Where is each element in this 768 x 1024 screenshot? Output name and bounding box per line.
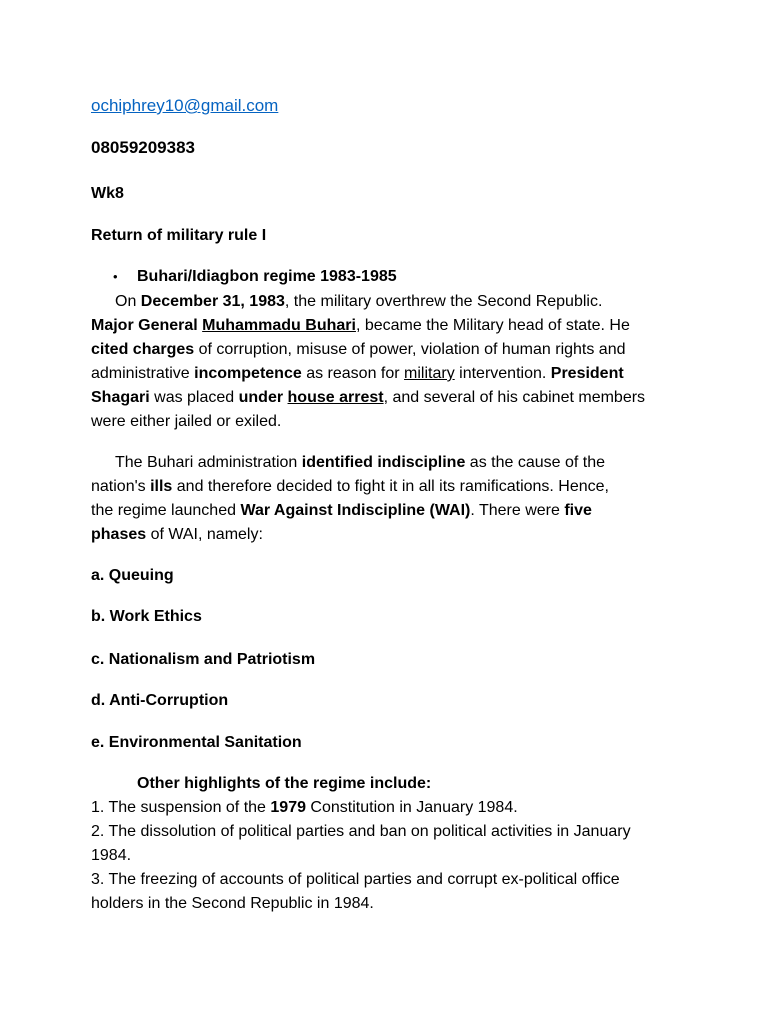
paragraph-2-line-4 bbox=[91, 523, 263, 547]
cited-charges-text: cited charges bbox=[91, 341, 195, 358]
text: , the military overthrew the Second Republic. bbox=[284, 293, 603, 310]
five-text: five bbox=[564, 502, 592, 519]
highlight-item-2-line-2: 1984. bbox=[91, 847, 132, 864]
text: Constitution in January 1984. bbox=[305, 799, 518, 816]
phase-item: b. Work Ethics bbox=[91, 608, 202, 625]
text: . There were bbox=[470, 502, 565, 519]
buhari-name: Muhammadu Buhari bbox=[202, 317, 356, 334]
paragraph-2-line-2 bbox=[91, 475, 609, 499]
rank-text: Major General bbox=[91, 317, 203, 334]
text: On bbox=[115, 293, 141, 310]
coup-date: December 31, 1983 bbox=[140, 293, 285, 310]
under-text: under bbox=[238, 389, 284, 406]
text: the regime launched bbox=[91, 502, 241, 519]
shagari-text: Shagari bbox=[91, 389, 150, 406]
military-text: military bbox=[404, 365, 455, 382]
phone-number: 08059209383 bbox=[91, 138, 196, 157]
paragraph-1-line-4 bbox=[91, 362, 624, 386]
paragraph-1-line-2 bbox=[91, 314, 630, 338]
text: of WAI, namely: bbox=[146, 526, 263, 543]
paragraph-1-line-6: were either jailed or exiled. bbox=[91, 413, 282, 430]
regime-heading: Buhari/Idiagbon regime 1983-1985 bbox=[137, 268, 397, 285]
house-arrest-text: house arrest bbox=[287, 389, 384, 406]
paragraph-1-line-5 bbox=[91, 386, 645, 410]
highlight-item-1 bbox=[91, 796, 518, 820]
text: of corruption, misuse of power, violation of human rights and bbox=[194, 341, 626, 358]
text: was placed bbox=[149, 389, 239, 406]
text: nation's bbox=[91, 478, 151, 495]
identified-indiscipline-text: identified indiscipline bbox=[301, 454, 466, 471]
incompetence-text: incompetence bbox=[194, 365, 302, 382]
text: 1. The suspension of the bbox=[91, 799, 271, 816]
phase-item: e. Environmental Sanitation bbox=[91, 734, 302, 751]
highlight-item-3-line-1: 3. The freezing of accounts of political parties and corrupt ex-political office bbox=[91, 871, 620, 888]
highlights-heading: Other highlights of the regime include: bbox=[137, 775, 432, 792]
wai-text: War Against Indiscipline (WAI) bbox=[240, 502, 471, 519]
email-link[interactable]: ochiphrey10@gmail.com bbox=[91, 96, 279, 115]
document-title: Return of military rule I bbox=[91, 227, 267, 244]
year-1979-text: 1979 bbox=[270, 799, 306, 816]
phase-item: d. Anti-Corruption bbox=[91, 692, 229, 709]
ills-text: ills bbox=[150, 478, 173, 495]
paragraph-1-line-3 bbox=[91, 338, 626, 362]
text: administrative bbox=[91, 365, 195, 382]
paragraph-2-line-3 bbox=[91, 499, 592, 523]
text: and therefore decided to fight it in all its ramifications. Hence, bbox=[172, 478, 609, 495]
phase-item: a. Queuing bbox=[91, 567, 174, 584]
text: as reason for bbox=[301, 365, 405, 382]
phases-text: phases bbox=[91, 526, 147, 543]
text: , became the Military head of state. He bbox=[355, 317, 630, 334]
bullet-icon: • bbox=[113, 269, 118, 284]
phase-item: c. Nationalism and Patriotism bbox=[91, 651, 316, 668]
highlight-item-3-line-2: holders in the Second Republic in 1984. bbox=[91, 895, 374, 912]
text: , and several of his cabinet members bbox=[383, 389, 646, 406]
text: as the cause of the bbox=[465, 454, 605, 471]
paragraph-1-line-1 bbox=[115, 290, 602, 314]
text: The Buhari administration bbox=[115, 454, 302, 471]
text: intervention. bbox=[454, 365, 551, 382]
president-text: President bbox=[550, 365, 624, 382]
week-label: Wk8 bbox=[91, 185, 124, 202]
paragraph-2-line-1 bbox=[115, 451, 605, 475]
highlight-item-2-line-1: 2. The dissolution of political parties and ban on political activities in January bbox=[91, 823, 631, 840]
